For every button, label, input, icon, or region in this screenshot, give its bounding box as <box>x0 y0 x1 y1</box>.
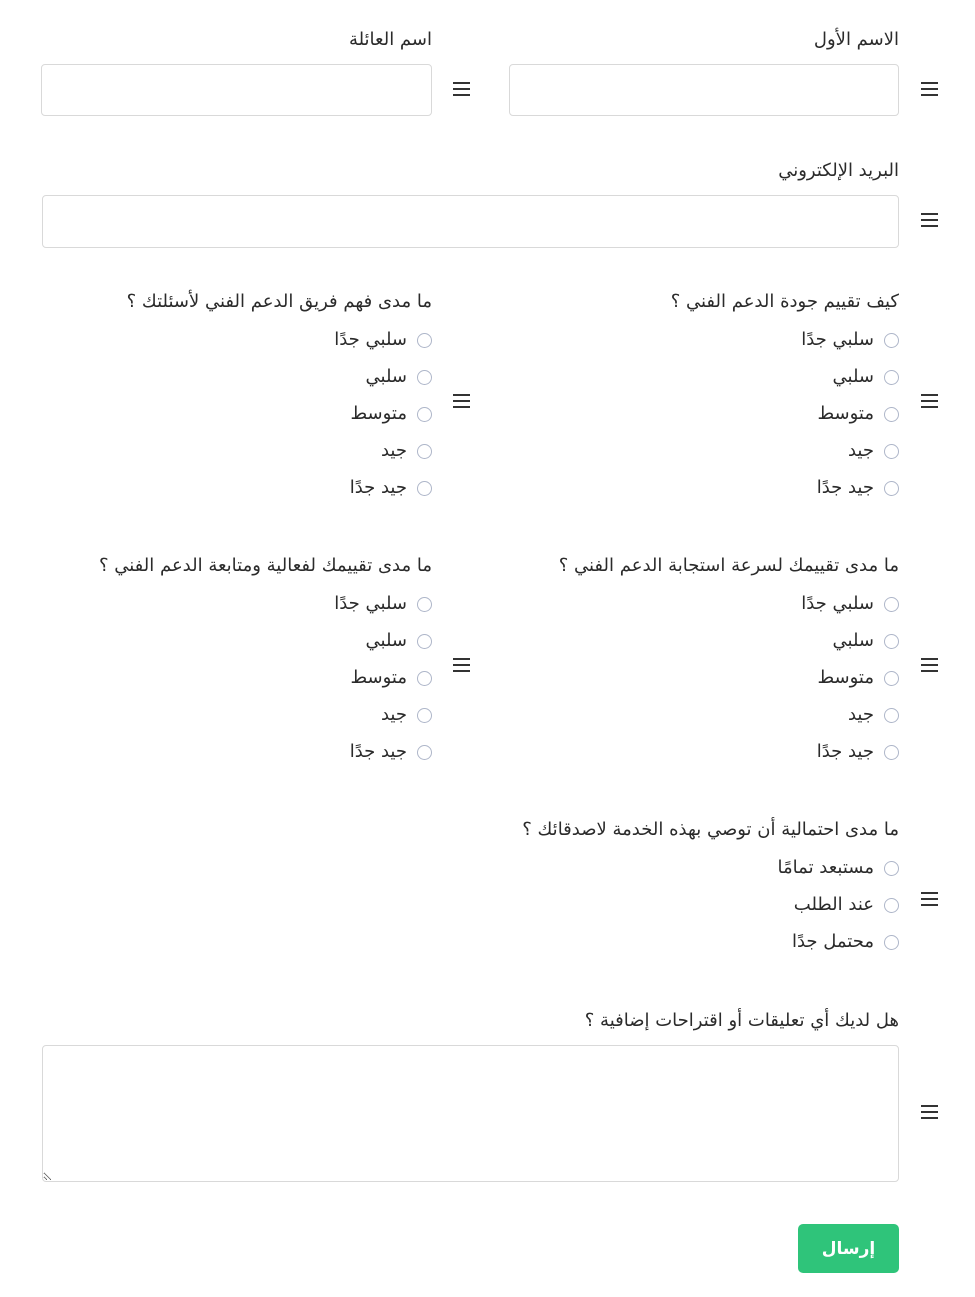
radio-circle[interactable] <box>884 597 899 612</box>
effectiveness-option[interactable]: سلبي جدًا <box>334 592 432 616</box>
first-name-label: الاسم الأول <box>813 29 899 50</box>
drag-handle-icon[interactable] <box>921 658 938 672</box>
quality-option[interactable]: سلبي جدًا <box>801 328 899 352</box>
quality-option[interactable]: جيد جدًا <box>817 476 899 500</box>
comments-label: هل لديك أي تعليقات أو اقتراحات إضافية ؟ <box>584 1010 899 1031</box>
radio-circle[interactable] <box>417 370 432 385</box>
radio-circle[interactable] <box>417 444 432 459</box>
comments-textarea[interactable] <box>42 1045 899 1182</box>
understanding-option[interactable]: سلبي جدًا <box>334 328 432 352</box>
radio-circle[interactable] <box>417 708 432 723</box>
effectiveness-option[interactable]: سلبي <box>366 629 432 653</box>
drag-handle-icon[interactable] <box>921 82 938 96</box>
quality-option[interactable]: جيد <box>848 439 899 463</box>
radio-circle[interactable] <box>884 407 899 422</box>
effectiveness-option[interactable]: جيد جدًا <box>350 740 432 764</box>
recommend-option[interactable]: محتمل جدًا <box>792 930 899 954</box>
recommend-option[interactable]: عند الطلب <box>794 893 899 917</box>
radio-circle[interactable] <box>884 861 899 876</box>
understanding-option[interactable]: جيد <box>381 439 432 463</box>
quality-option[interactable]: سلبي <box>833 365 899 389</box>
last-name-field[interactable] <box>41 64 432 116</box>
recommend-question-label: ما مدى احتمالية أن توصي بهذه الخدمة لاصدقائك ؟ <box>522 819 899 840</box>
drag-handle-icon[interactable] <box>453 394 470 408</box>
radio-circle[interactable] <box>884 370 899 385</box>
understanding-option[interactable]: جيد جدًا <box>350 476 432 500</box>
quality-question-label: كيف تقييم جودة الدعم الفني ؟ <box>670 291 899 312</box>
drag-handle-icon[interactable] <box>921 1105 938 1119</box>
email-label: البريد الإلكتروني <box>778 160 899 181</box>
drag-handle-icon[interactable] <box>453 658 470 672</box>
radio-circle[interactable] <box>884 935 899 950</box>
quality-option[interactable]: متوسط <box>817 402 899 426</box>
radio-circle[interactable] <box>417 634 432 649</box>
effectiveness-option[interactable]: متوسط <box>350 666 432 690</box>
drag-handle-icon[interactable] <box>921 892 938 906</box>
radio-circle[interactable] <box>884 898 899 913</box>
drag-handle-icon[interactable] <box>453 82 470 96</box>
last-name-label: اسم العائلة <box>348 29 432 50</box>
understanding-option[interactable]: سلبي <box>366 365 432 389</box>
submit-button[interactable]: إرسال <box>798 1224 899 1273</box>
speed-question-label: ما مدى تقييمك لسرعة استجابة الدعم الفني ؟ <box>558 555 899 576</box>
drag-handle-icon[interactable] <box>921 394 938 408</box>
radio-circle[interactable] <box>417 407 432 422</box>
drag-handle-icon[interactable] <box>921 213 938 227</box>
radio-circle[interactable] <box>417 745 432 760</box>
speed-option[interactable]: متوسط <box>817 666 899 690</box>
first-name-field[interactable] <box>509 64 899 116</box>
radio-circle[interactable] <box>417 671 432 686</box>
radio-circle[interactable] <box>884 708 899 723</box>
understanding-option[interactable]: متوسط <box>350 402 432 426</box>
email-field[interactable] <box>42 195 899 248</box>
radio-circle[interactable] <box>417 481 432 496</box>
radio-circle[interactable] <box>884 481 899 496</box>
radio-circle[interactable] <box>417 597 432 612</box>
effectiveness-question-label: ما مدى تقييمك لفعالية ومتابعة الدعم الفني ؟ <box>98 555 432 576</box>
radio-circle[interactable] <box>884 634 899 649</box>
radio-circle[interactable] <box>884 745 899 760</box>
radio-circle[interactable] <box>884 671 899 686</box>
radio-circle[interactable] <box>884 333 899 348</box>
speed-option[interactable]: سلبي جدًا <box>801 592 899 616</box>
radio-circle[interactable] <box>417 333 432 348</box>
recommend-option[interactable]: مستبعد تمامًا <box>778 856 899 880</box>
effectiveness-option[interactable]: جيد <box>381 703 432 727</box>
speed-option[interactable]: جيد <box>848 703 899 727</box>
understanding-question-label: ما مدى فهم فريق الدعم الفني لأسئلتك ؟ <box>126 291 432 312</box>
speed-option[interactable]: جيد جدًا <box>817 740 899 764</box>
speed-option[interactable]: سلبي <box>833 629 899 653</box>
radio-circle[interactable] <box>884 444 899 459</box>
